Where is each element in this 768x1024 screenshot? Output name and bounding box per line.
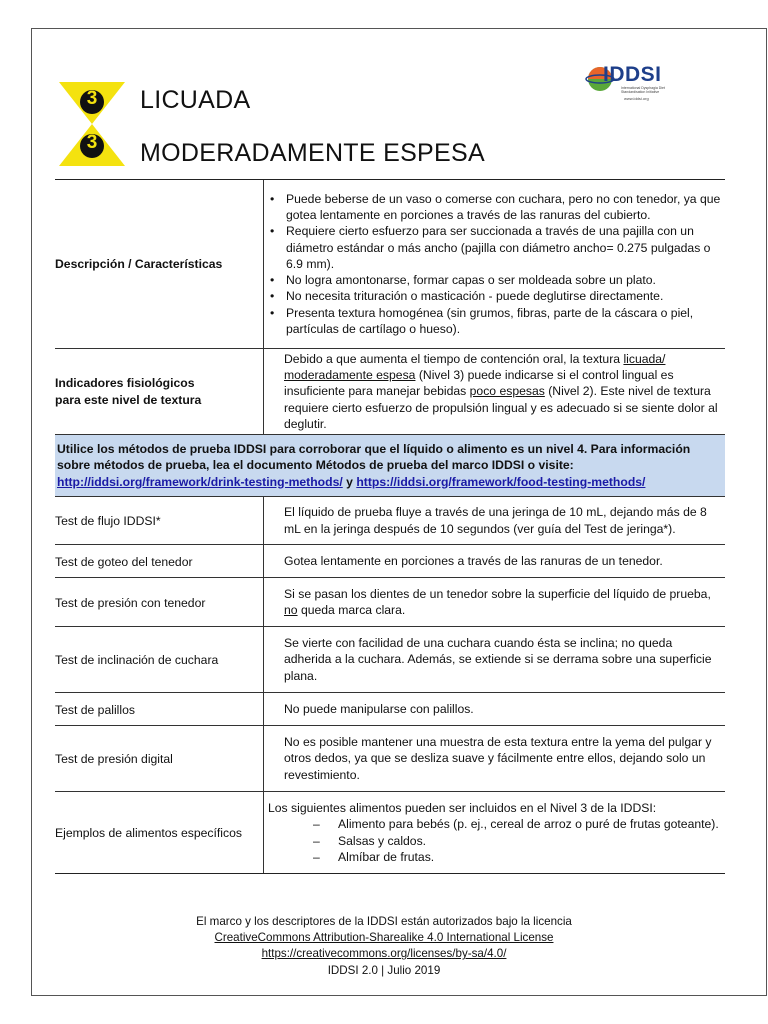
list-item: – Alimento para bebés (p. ej., cereal de arroz o puré de frutas goteante). <box>338 816 721 832</box>
presion-tenedor-content <box>264 578 726 627</box>
logo-wordmark: IDDSI <box>603 63 662 86</box>
table-row <box>55 627 725 693</box>
table-row <box>55 792 725 874</box>
ejemplos-intro: Los siguientes alimentos pueden ser incluidos en el Nivel 3 de la IDDSI: <box>268 801 657 816</box>
flujo-content: El líquido de prueba fluye a través de una jeringa de 10 mL, dejando más de 8 mL en la jeringa después de 10 segundos (ver guía del Test de jeringa*). <box>264 497 726 545</box>
list-item: – Salsas y caldos. <box>338 833 721 849</box>
list-item: • No necesita trituración o masticación - puede deglutirse directamente. <box>286 288 721 304</box>
indicadores-content <box>264 349 726 435</box>
badge-number-top: 3 <box>86 88 98 109</box>
food-testing-link[interactable]: https://iddsi.org/framework/food-testing-methods/ <box>356 474 646 489</box>
banner-connector: y <box>342 474 357 489</box>
table-row <box>55 349 725 435</box>
testing-methods-banner <box>55 435 725 497</box>
list-item: • No logra amontonarse, formar capas o ser moldeada sobre un plato. <box>286 272 721 288</box>
table-row <box>55 435 725 497</box>
table-row <box>55 180 725 349</box>
descripcion-bullets <box>268 191 721 337</box>
iddsi-logo <box>585 62 685 102</box>
list-item: • Requiere cierto esfuerzo para ser succionada a través de una pajilla con un diámetro estándar o más ancho (pajilla con diámetro ancho= 0.275 pulgadas o 6.9 mm). <box>286 223 721 272</box>
list-item: • Puede beberse de un vaso o comerse con cuchara, pero no con tenedor, ya que gotea lentamente en porciones a través de las ranuras del cubierto. <box>286 191 721 223</box>
presion-tenedor-text-a: Si se pasan los dientes de un tenedor sobre la superficie del líquido de prueba, <box>284 586 711 601</box>
presion-tenedor-underlined: no <box>284 603 298 618</box>
list-item: • Presenta textura homogénea (sin grumos, fibras, parte de la cáscara o piel, partículas de cartílago o hueso). <box>286 305 721 337</box>
indicadores-underlined-a: licuada/ moderadamente espesa <box>284 352 666 383</box>
row-label-descripcion: Descripción / Características <box>55 180 264 349</box>
indicadores-text-c: (Nivel 2). Este nivel de textura requiere cierto esfuerzo de propulsión lingual y es adecuado si se siente dolor al deglutir. <box>284 384 718 431</box>
palillos-content: No puede manipularse con palillos. <box>264 693 726 726</box>
badge-number-bottom: 3 <box>86 132 98 153</box>
drink-testing-link[interactable]: http://iddsi.org/framework/drink-testing-methods/ <box>57 474 343 489</box>
table-row <box>55 578 725 627</box>
table-row <box>55 693 725 726</box>
license-statement: El marco y los descriptores de la IDDSI están autorizados bajo la licencia <box>196 915 572 928</box>
row-label-palillos: Test de palillos <box>55 693 264 726</box>
presion-tenedor-text-b: queda marca clara. <box>297 603 406 618</box>
presion-digital-content: No es posible mantener una muestra de esta textura entre la yema del pulgar y otros dedos, ya que se desliza suave y fácilmente entre ellos, dejando solo un revestimiento. <box>264 726 726 792</box>
row-label-indicadores <box>55 349 264 435</box>
inclinacion-content: Se vierte con facilidad de una cuchara cuando ésta se inclina; no queda adherida a la cuchara. Además, se extiende si se derrama sobre una superficie plana. <box>264 627 726 693</box>
table-row <box>55 497 725 545</box>
level-name-line-2: MODERADAMENTE ESPESA <box>140 139 485 167</box>
row-label-presion-digital: Test de presión digital <box>55 726 264 792</box>
row-label-goteo: Test de goteo del tenedor <box>55 545 264 578</box>
row-label-flujo: Test de flujo IDDSI* <box>55 497 264 545</box>
footer <box>0 914 768 979</box>
table-row <box>55 726 725 792</box>
table-row <box>55 545 725 578</box>
row-label-ejemplos: Ejemplos de alimentos específicos <box>55 792 264 874</box>
indicadores-underlined-b: poco espesas <box>469 384 545 399</box>
level-description-table <box>55 179 725 874</box>
indicadores-text-a: Debido a que aumenta el tiempo de contención oral, la textura <box>284 352 624 366</box>
list-item: – Almíbar de frutas. <box>338 849 721 865</box>
license-url-link[interactable]: https://creativecommons.org/licenses/by-sa/4.0/ <box>261 947 507 961</box>
goteo-content: Gotea lentamente en porciones a través de las ranuras de un tenedor. <box>264 545 726 578</box>
logo-url: www.iddsi.org <box>624 96 649 101</box>
indicadores-text-b: (Nivel 3) puede indicarse si el control lingual es insuficiente para manejar bebidas <box>284 368 674 399</box>
descripcion-content <box>264 180 726 349</box>
version-date: IDDSI 2.0 | Julio 2019 <box>327 963 441 977</box>
ejemplos-list <box>268 816 721 865</box>
row-label-inclinacion: Test de inclinación de cuchara <box>55 627 264 693</box>
indicadores-label-line-2: para este nivel de textura <box>55 392 202 407</box>
logo-subtitle: International Dysphagia Diet Standardisation Initiative <box>621 86 665 94</box>
license-name-link[interactable]: CreativeCommons Attribution-Sharealike 4.0 International License <box>214 931 554 945</box>
banner-text: Utilice los métodos de prueba IDDSI para corroborar que el líquido o alimento es un nivel 4. Para información sobre métodos de prueba, lea el documento Métodos de prueba del marco IDDSI o visite: <box>57 442 691 473</box>
row-label-presion-tenedor: Test de presión con tenedor <box>55 578 264 627</box>
ejemplos-content <box>264 792 726 874</box>
indicadores-label-line-1: Indicadores fisiológicos <box>55 376 195 391</box>
level-name-line-1: LICUADA <box>140 86 251 114</box>
